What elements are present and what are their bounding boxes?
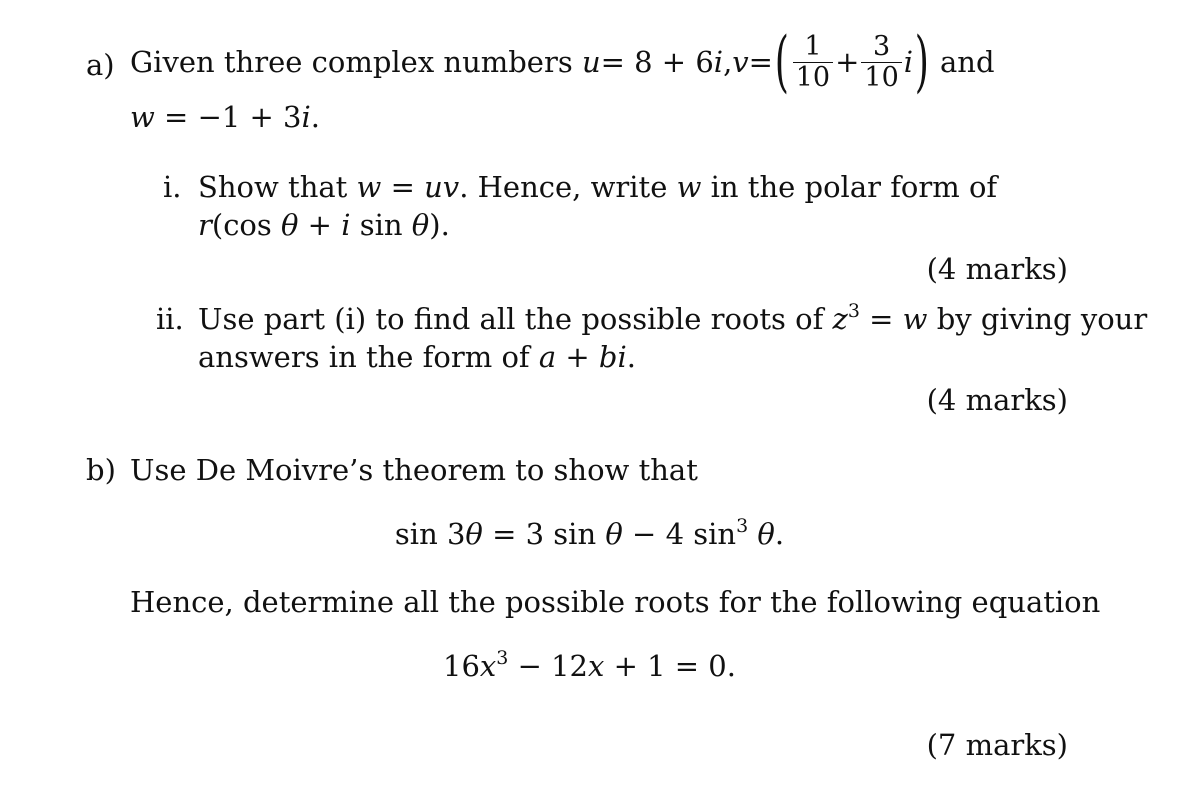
cubic-coef: 16 — [443, 649, 480, 683]
sub-ii-marks: (4 marks) — [926, 383, 1068, 417]
cubic-tail: + 1 = 0. — [604, 649, 736, 683]
part-a-intro: Given three complex numbers — [130, 44, 573, 79]
open-paren: ( — [774, 23, 789, 100]
polar-r: r — [198, 208, 212, 242]
frac2-denominator: 10 — [861, 62, 901, 93]
var-u: u — [581, 44, 601, 79]
polar-theta1: θ — [281, 208, 299, 242]
sub-ii-period: . — [626, 340, 636, 374]
and-text: and — [940, 44, 995, 79]
part-b-hence: Hence, determine all the possible roots for the following equation — [130, 585, 1101, 619]
polar-plus: + — [298, 208, 342, 242]
w-imag-unit: i — [301, 100, 311, 134]
sub-i-uv: uv — [424, 170, 460, 204]
sub-i-line1 — [198, 170, 998, 204]
identity-equation — [0, 515, 1179, 551]
fraction-three-tenths — [861, 32, 901, 93]
part-a-line2 — [130, 100, 320, 134]
close-paren: ) — [914, 23, 930, 100]
sub-ii-text2: by giving your — [936, 302, 1148, 336]
sub-ii-label: ii. — [156, 302, 184, 336]
sub-ii-z: z — [832, 302, 848, 336]
polar-theta2: θ — [411, 208, 430, 242]
cubic-x1: x — [479, 649, 497, 683]
identity-exp: 3 — [736, 515, 749, 537]
v-equals: = — [748, 44, 773, 79]
frac1-numerator: 1 — [804, 30, 822, 62]
polar-close: ). — [429, 208, 450, 242]
sub-ii-line2-text: answers in the form of — [198, 340, 530, 374]
w-value: = −1 + 3 — [154, 100, 302, 134]
sub-ii-bi: bi — [598, 340, 627, 374]
identity-theta1: θ — [465, 517, 483, 551]
sub-i-w2: w — [676, 170, 702, 204]
sub-i-label: i. — [163, 170, 182, 204]
cubic-x2: x — [588, 649, 605, 683]
part-b-marks: (7 marks) — [926, 728, 1068, 762]
frac1-denominator: 10 — [793, 62, 833, 93]
sub-ii-line1 — [198, 300, 1148, 336]
identity-theta2: θ — [605, 517, 623, 551]
part-a-label: a) — [86, 48, 115, 82]
polar-i: i — [341, 208, 351, 242]
comma: , — [723, 44, 733, 79]
sub-ii-eq: = — [859, 302, 903, 336]
fraction-one-tenth — [793, 32, 833, 93]
sub-i-text1: Show that — [198, 170, 348, 204]
sub-ii-a: a — [538, 340, 557, 374]
w-period: . — [310, 100, 320, 134]
cubic-rest: − 12 — [508, 649, 589, 683]
frac-plus: + — [835, 44, 860, 79]
var-v: v — [732, 44, 749, 79]
sub-ii-plus: + — [556, 340, 599, 374]
imag-unit: i — [713, 44, 724, 79]
sub-i-eq: = — [381, 170, 425, 204]
sub-ii-exp: 3 — [847, 300, 860, 322]
frac-imag-unit: i — [903, 44, 914, 79]
identity-lhs: sin 3 — [394, 517, 466, 551]
sub-i-marks: (4 marks) — [926, 252, 1068, 286]
sub-i-text3: in the polar form of — [710, 170, 998, 204]
sub-i-w: w — [356, 170, 382, 204]
polar-sin: sin — [350, 208, 403, 242]
part-a-line1 — [130, 23, 995, 100]
sub-ii-line2 — [198, 340, 636, 374]
var-w: w — [130, 100, 155, 134]
sub-i-text2: . Hence, write — [459, 170, 668, 204]
cubic-equation — [0, 647, 1179, 683]
sub-ii-w: w — [902, 302, 928, 336]
part-b-intro: Use De Moivre’s theorem to show that — [130, 453, 698, 487]
identity-theta3: θ — [757, 517, 775, 551]
u-value: = 8 + 6 — [600, 44, 714, 79]
sub-ii-text1: Use part (i) to find all the possible roots of — [198, 302, 824, 336]
polar-open: (cos — [211, 208, 272, 242]
sub-i-line2 — [198, 208, 450, 242]
identity-end: . — [774, 517, 785, 551]
frac2-numerator: 3 — [872, 30, 891, 62]
cubic-exp: 3 — [496, 647, 509, 669]
identity-mid: = 3 sin — [482, 517, 597, 551]
identity-minus: − 4 sin — [622, 517, 737, 551]
part-b-label: b) — [86, 453, 116, 487]
